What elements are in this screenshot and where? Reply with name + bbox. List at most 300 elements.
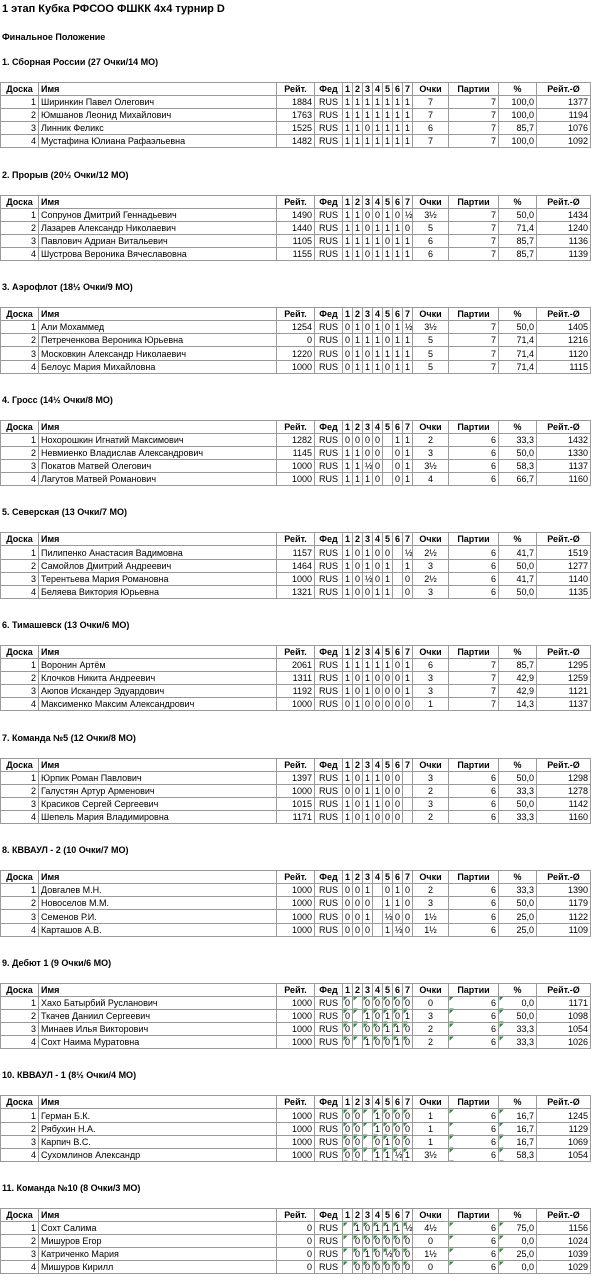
cell-points: 3 [413, 559, 449, 572]
cell-games: 6 [449, 1135, 499, 1148]
cell-round-result: 1 [393, 1222, 403, 1235]
cell-player-name: Павлович Адриан Витальевич [39, 234, 277, 247]
cell-round-result: 1 [363, 109, 373, 122]
cell-rating: 1525 [277, 122, 315, 135]
header-name: Имя [39, 758, 277, 771]
cell-pct: 33,3 [499, 810, 537, 823]
header-round-7: 7 [403, 646, 413, 659]
header-round-3: 3 [363, 83, 373, 96]
cell-board: 4 [1, 1148, 39, 1161]
cell-board: 3 [1, 1135, 39, 1148]
cell-round-result: 1 [363, 334, 373, 347]
cell-rating: 1000 [277, 884, 315, 897]
cell-points: 3 [413, 797, 449, 810]
cell-round-result [363, 1135, 373, 1148]
cell-round-result: 1 [343, 810, 353, 823]
cell-board: 3 [1, 685, 39, 698]
cell-round-result: 1 [373, 122, 383, 135]
cell-round-result: 1 [403, 433, 413, 446]
header-points: Очки [413, 1209, 449, 1222]
cell-board: 3 [1, 347, 39, 360]
cell-round-result: 0 [373, 446, 383, 459]
cell-avg-rating: 1519 [537, 546, 591, 559]
header-round-7: 7 [403, 83, 413, 96]
cell-round-result: 0 [363, 923, 373, 936]
table-row [1, 321, 591, 334]
cell-avg-rating: 1109 [537, 923, 591, 936]
cell-fed: RUS [315, 1109, 343, 1122]
cell-round-result: 0 [403, 1135, 413, 1148]
header-round-6: 6 [393, 646, 403, 659]
cell-round-result: 1 [393, 247, 403, 260]
cell-avg-rating: 1156 [537, 1222, 591, 1235]
header-name: Имя [39, 83, 277, 96]
cell-fed: RUS [315, 559, 343, 572]
header-avg-rating: Рейт.-Ø [537, 871, 591, 884]
cell-points: 2 [413, 784, 449, 797]
cell-points: 2 [413, 1036, 449, 1049]
cell-round-result: 1 [373, 1222, 383, 1235]
cell-pct: 100,0 [499, 96, 537, 109]
cell-round-result: 1 [373, 797, 383, 810]
cell-games: 6 [449, 797, 499, 810]
cell-points: 6 [413, 234, 449, 247]
cell-round-result: 0 [383, 1109, 393, 1122]
header-board: Доска [1, 195, 39, 208]
cell-round-result: 1 [353, 122, 363, 135]
cell-player-name: Петреченкова Вероника Юрьевна [39, 334, 277, 347]
cell-avg-rating: 1194 [537, 109, 591, 122]
cell-round-result: 0 [343, 1109, 353, 1122]
cell-round-result: 1 [383, 897, 393, 910]
cell-round-result: 0 [403, 1023, 413, 1036]
cell-avg-rating: 1278 [537, 784, 591, 797]
cell-avg-rating: 1295 [537, 659, 591, 672]
cell-avg-rating: 1039 [537, 1248, 591, 1261]
team-title: 7. Команда №5 (12 Очки/8 МО) [2, 732, 136, 743]
table-row [1, 810, 591, 823]
header-round-1: 1 [343, 1096, 353, 1109]
cell-round-result [403, 784, 413, 797]
header-round-5: 5 [383, 533, 393, 546]
cell-round-result: 1 [373, 347, 383, 360]
cell-round-result: 1 [353, 234, 363, 247]
header-fed: Фед [315, 195, 343, 208]
cell-avg-rating: 1160 [537, 473, 591, 486]
cell-round-result: 1 [373, 321, 383, 334]
cell-board: 3 [1, 910, 39, 923]
cell-board: 1 [1, 546, 39, 559]
header-round-6: 6 [393, 1209, 403, 1222]
cell-round-result: 0 [403, 221, 413, 234]
cell-round-result: 1 [363, 910, 373, 923]
cell-round-result: 1 [403, 334, 413, 347]
table-header-row [1, 1096, 591, 1109]
cell-player-name: Терентьева Мария Романовна [39, 572, 277, 585]
cell-round-result: 0 [383, 1261, 393, 1274]
cell-player-name: Невмиенко Владислав Александрович [39, 446, 277, 459]
cell-pct: 33,3 [499, 1036, 537, 1049]
table-row [1, 347, 591, 360]
cell-round-result: 0 [403, 1122, 413, 1135]
cell-round-result: 0 [363, 1261, 373, 1274]
cell-rating: 1000 [277, 473, 315, 486]
cell-pct: 33,3 [499, 784, 537, 797]
cell-board: 1 [1, 1222, 39, 1235]
cell-fed: RUS [315, 321, 343, 334]
cell-round-result [393, 572, 403, 585]
header-round-6: 6 [393, 420, 403, 433]
cell-round-result: 1 [363, 771, 373, 784]
table-header-row [1, 871, 591, 884]
cell-fed: RUS [315, 334, 343, 347]
cell-fed: RUS [315, 1235, 343, 1248]
cell-round-result: 1 [343, 221, 353, 234]
header-rating: Рейт. [277, 195, 315, 208]
cell-round-result: 1 [363, 360, 373, 373]
header-board: Доска [1, 871, 39, 884]
cell-rating: 1321 [277, 585, 315, 598]
cell-points: 2 [413, 884, 449, 897]
header-round-6: 6 [393, 1096, 403, 1109]
cell-round-result: 1 [403, 1148, 413, 1161]
header-games: Партии [449, 420, 499, 433]
cell-avg-rating: 1069 [537, 1135, 591, 1148]
cell-round-result: 0 [363, 1235, 373, 1248]
cell-round-result: 0 [353, 685, 363, 698]
cell-round-result: 0 [393, 659, 403, 672]
cell-pct: 33,3 [499, 1023, 537, 1036]
cell-games: 7 [449, 109, 499, 122]
cell-avg-rating: 1179 [537, 897, 591, 910]
cell-round-result: 1 [353, 460, 363, 473]
cell-avg-rating: 1136 [537, 234, 591, 247]
table-row [1, 1222, 591, 1235]
cell-round-result: 0 [393, 672, 403, 685]
cell-round-result: 1 [343, 234, 353, 247]
table-row [1, 234, 591, 247]
header-points: Очки [413, 308, 449, 321]
cell-fed: RUS [315, 910, 343, 923]
cell-fed: RUS [315, 897, 343, 910]
header-round-6: 6 [393, 308, 403, 321]
cell-round-result: 0 [353, 1109, 363, 1122]
cell-board: 2 [1, 1235, 39, 1248]
table-row [1, 923, 591, 936]
cell-points: 3 [413, 585, 449, 598]
header-games: Партии [449, 983, 499, 996]
cell-round-result: 0 [343, 1009, 353, 1022]
table-row [1, 360, 591, 373]
cell-points: 6 [413, 659, 449, 672]
header-round-1: 1 [343, 533, 353, 546]
header-round-1: 1 [343, 983, 353, 996]
cell-games: 6 [449, 923, 499, 936]
header-round-5: 5 [383, 83, 393, 96]
cell-points: 3 [413, 897, 449, 910]
cell-round-result: 1 [353, 247, 363, 260]
cell-points: 1 [413, 698, 449, 711]
cell-round-result: 1 [343, 109, 353, 122]
cell-round-result: 1 [373, 247, 383, 260]
cell-points: 2 [413, 433, 449, 446]
cell-avg-rating: 1405 [537, 321, 591, 334]
cell-round-result: 1 [393, 433, 403, 446]
cell-round-result: 1 [383, 109, 393, 122]
cell-round-result: 1 [383, 572, 393, 585]
cell-avg-rating: 1142 [537, 797, 591, 810]
cell-round-result: 0 [393, 460, 403, 473]
cell-round-result: 0 [403, 1036, 413, 1049]
header-avg-rating: Рейт.-Ø [537, 1209, 591, 1222]
cell-avg-rating: 1120 [537, 347, 591, 360]
cell-round-result [403, 797, 413, 810]
cell-round-result: 1 [393, 109, 403, 122]
cell-round-result: 1 [343, 585, 353, 598]
cell-round-result: 0 [363, 122, 373, 135]
cell-games: 7 [449, 234, 499, 247]
cell-points: 3½ [413, 460, 449, 473]
cell-fed: RUS [315, 1135, 343, 1148]
cell-round-result: 1 [373, 585, 383, 598]
cell-pct: 50,0 [499, 446, 537, 459]
cell-board: 2 [1, 1009, 39, 1022]
cell-avg-rating: 1024 [537, 1235, 591, 1248]
cell-pct: 58,3 [499, 1148, 537, 1161]
cell-rating: 0 [277, 1235, 315, 1248]
cell-round-result: 1 [383, 208, 393, 221]
cell-round-result: 1 [353, 473, 363, 486]
cell-round-result [343, 1248, 353, 1261]
cell-fed: RUS [315, 122, 343, 135]
cell-round-result: 1 [343, 446, 353, 459]
cell-fed: RUS [315, 1248, 343, 1261]
cell-round-result: 1 [353, 109, 363, 122]
header-round-4: 4 [373, 1096, 383, 1109]
cell-round-result [343, 1235, 353, 1248]
cell-fed: RUS [315, 1261, 343, 1274]
cell-round-result: 0 [343, 923, 353, 936]
header-round-5: 5 [383, 983, 393, 996]
cell-pct: 50,0 [499, 1009, 537, 1022]
team-title: 10. КВВАУЛ - 1 (8½ Очки/4 МО) [2, 1070, 137, 1081]
header-name: Имя [39, 1096, 277, 1109]
cell-round-result: 1 [383, 1023, 393, 1036]
cell-round-result: 0 [383, 360, 393, 373]
cell-fed: RUS [315, 1148, 343, 1161]
cell-pct: 85,7 [499, 234, 537, 247]
header-round-1: 1 [343, 195, 353, 208]
cell-rating: 1155 [277, 247, 315, 260]
table-header-row [1, 533, 591, 546]
cell-round-result: 0 [343, 433, 353, 446]
cell-round-result: 1 [343, 559, 353, 572]
cell-round-result: 1 [353, 208, 363, 221]
cell-round-result: 0 [383, 996, 393, 1009]
cell-games: 6 [449, 473, 499, 486]
cell-round-result: 0 [393, 1248, 403, 1261]
cell-round-result: 0 [373, 1009, 383, 1022]
header-round-4: 4 [373, 533, 383, 546]
cell-round-result: 1 [363, 546, 373, 559]
header-round-4: 4 [373, 195, 383, 208]
cell-avg-rating: 1115 [537, 360, 591, 373]
cell-round-result: 1 [383, 1135, 393, 1148]
cell-player-name: Сохт Наима Муратовна [39, 1036, 277, 1049]
cell-points: 7 [413, 109, 449, 122]
cell-games: 7 [449, 659, 499, 672]
cell-round-result [373, 910, 383, 923]
cell-round-result: 1 [373, 221, 383, 234]
cell-round-result: 1 [403, 122, 413, 135]
cell-rating: 1000 [277, 1023, 315, 1036]
cell-round-result: 1 [383, 659, 393, 672]
header-round-7: 7 [403, 533, 413, 546]
table-row [1, 1261, 591, 1274]
header-pct: % [499, 308, 537, 321]
header-avg-rating: Рейт.-Ø [537, 1096, 591, 1109]
cell-fed: RUS [315, 923, 343, 936]
cell-round-result: 1 [343, 247, 353, 260]
header-name: Имя [39, 420, 277, 433]
cell-round-result: 1 [383, 135, 393, 148]
header-round-5: 5 [383, 871, 393, 884]
cell-avg-rating: 1390 [537, 884, 591, 897]
cell-pct: 14,3 [499, 698, 537, 711]
cell-rating: 1000 [277, 1109, 315, 1122]
table-row [1, 884, 591, 897]
cell-fed: RUS [315, 884, 343, 897]
cell-round-result: 1 [373, 334, 383, 347]
cell-player-name: Максименко Максим Александрович [39, 698, 277, 711]
cell-round-result: 0 [363, 321, 373, 334]
cell-games: 7 [449, 247, 499, 260]
cell-points: 3½ [413, 208, 449, 221]
cell-round-result: 0 [353, 559, 363, 572]
cell-round-result: 0 [353, 433, 363, 446]
cell-pct: 16,7 [499, 1122, 537, 1135]
cell-round-result [353, 996, 363, 1009]
cell-round-result: 0 [403, 910, 413, 923]
cell-player-name: Шепель Мария Владимировна [39, 810, 277, 823]
cell-round-result: 0 [403, 1109, 413, 1122]
cell-points: 7 [413, 96, 449, 109]
cell-player-name: Минаев Илья Викторович [39, 1023, 277, 1036]
table-row [1, 460, 591, 473]
cell-round-result: 1 [403, 109, 413, 122]
cell-pct: 41,7 [499, 546, 537, 559]
cell-fed: RUS [315, 1036, 343, 1049]
table-row [1, 334, 591, 347]
cell-board: 2 [1, 446, 39, 459]
cell-fed: RUS [315, 546, 343, 559]
header-pct: % [499, 533, 537, 546]
cell-board: 1 [1, 771, 39, 784]
cell-games: 6 [449, 559, 499, 572]
cell-board: 4 [1, 810, 39, 823]
table-row [1, 897, 591, 910]
cell-player-name: Ширинкин Павел Олегович [39, 96, 277, 109]
cell-round-result: 1 [353, 446, 363, 459]
cell-points: 0 [413, 1235, 449, 1248]
cell-round-result: 0 [403, 572, 413, 585]
cell-pct: 25,0 [499, 1248, 537, 1261]
cell-points: 0 [413, 996, 449, 1009]
header-rating: Рейт. [277, 758, 315, 771]
cell-round-result: 0 [383, 771, 393, 784]
cell-avg-rating: 1432 [537, 433, 591, 446]
header-round-5: 5 [383, 1096, 393, 1109]
cell-round-result: 1 [373, 96, 383, 109]
cell-round-result: 1 [383, 247, 393, 260]
cell-rating: 1157 [277, 546, 315, 559]
cell-fed: RUS [315, 234, 343, 247]
header-round-3: 3 [363, 1209, 373, 1222]
cell-player-name: Линник Феликс [39, 122, 277, 135]
table-row [1, 247, 591, 260]
cell-points: 3 [413, 1009, 449, 1022]
header-fed: Фед [315, 871, 343, 884]
cell-games: 6 [449, 910, 499, 923]
header-round-2: 2 [353, 83, 363, 96]
cell-games: 6 [449, 884, 499, 897]
cell-fed: RUS [315, 685, 343, 698]
cell-board: 4 [1, 135, 39, 148]
cell-round-result: 1 [363, 797, 373, 810]
cell-player-name: Белоус Мария Михайловна [39, 360, 277, 373]
team-title: 4. Гросс (14½ Очки/8 МО) [2, 394, 113, 405]
cell-round-result: 1 [403, 247, 413, 260]
header-round-4: 4 [373, 758, 383, 771]
cell-fed: RUS [315, 460, 343, 473]
cell-round-result: 0 [373, 208, 383, 221]
table-row [1, 1109, 591, 1122]
cell-points: 3 [413, 771, 449, 784]
cell-round-result: 0 [353, 784, 363, 797]
cell-rating: 1015 [277, 797, 315, 810]
cell-games: 7 [449, 685, 499, 698]
cell-points: 3 [413, 446, 449, 459]
cell-points: 4 [413, 473, 449, 486]
cell-pct: 25,0 [499, 910, 537, 923]
header-round-2: 2 [353, 1096, 363, 1109]
cell-pct: 50,0 [499, 771, 537, 784]
cell-round-result: 0 [373, 1036, 383, 1049]
cell-round-result: ½ [393, 923, 403, 936]
cell-round-result: 0 [383, 1122, 393, 1135]
cell-fed: RUS [315, 996, 343, 1009]
cell-round-result: ½ [403, 208, 413, 221]
cell-rating: 0 [277, 1248, 315, 1261]
cell-round-result: 0 [353, 884, 363, 897]
header-round-6: 6 [393, 758, 403, 771]
standings-table [0, 870, 591, 936]
cell-rating: 1000 [277, 910, 315, 923]
cell-round-result: 0 [363, 897, 373, 910]
cell-fed: RUS [315, 810, 343, 823]
cell-avg-rating: 1330 [537, 446, 591, 459]
cell-avg-rating: 1098 [537, 1009, 591, 1022]
cell-rating: 0 [277, 1222, 315, 1235]
cell-games: 6 [449, 460, 499, 473]
cell-games: 6 [449, 897, 499, 910]
cell-avg-rating: 1277 [537, 559, 591, 572]
cell-avg-rating: 1137 [537, 698, 591, 711]
cell-round-result: 1 [353, 347, 363, 360]
cell-round-result: 1 [403, 234, 413, 247]
cell-board: 1 [1, 884, 39, 897]
header-avg-rating: Рейт.-Ø [537, 195, 591, 208]
